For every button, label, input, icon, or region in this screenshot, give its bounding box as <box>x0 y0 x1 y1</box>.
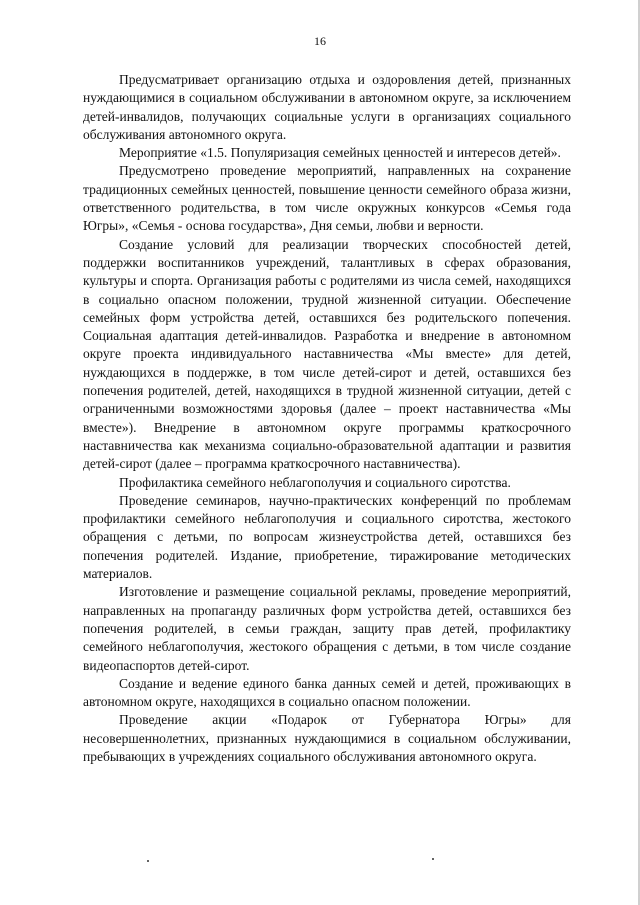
paragraph-social-advertising: Изготовление и размещение социальной рекламы, проведение мероприятий, направленных на пропаганду различных форм устройства детей, оставшихся без попечения родителей, в семьи граждан, защиту прав детей, профилактику семейного неблагополучия, жестокого обращения с детьми, в том числе создание видеопаспортов детей-сирот. <box>83 584 571 673</box>
paragraph-family-values: Предусмотрено проведение мероприятий, направленных на сохранение традиционных семейных ценностей, повышение ценности семейного образа жизни, ответственного родительства, в том числе окружных конкурсов «Семья года Югры», «Семья - основа государства», Дня семьи, любви и верности. <box>83 163 571 234</box>
paragraph-governor-gift: Проведение акции «Подарок от Губернатора Югры» для несовершеннолетних, признанных нуждающимися в социальном обслуживании, пребывающих в учреждениях социального обслуживания автономного округа. <box>83 712 571 764</box>
scan-speck <box>147 860 149 862</box>
scan-speck <box>432 858 434 860</box>
page-number: 16 <box>314 34 326 48</box>
paragraph-data-bank: Создание и ведение единого банка данных семей и детей, проживающих в автономном округе, находящихся в социально опасном положении. <box>83 675 571 710</box>
paragraph-prevention: Профилактика семейного неблагополучия и социального сиротства. <box>119 474 511 490</box>
paragraph-creative-conditions: Создание условий для реализации творческих способностей детей, поддержки воспитанников учреждений, талантливых в сферах образования, культуры и спорта. Организация работы с родителями из числа семей, находящихся в социально опасном положении, трудной жизненной ситуации. Обеспечение семейных форм устройства детей, оставшихся без родительского попечения. Социальная адаптация детей-инвалидов. Разработка и внедрение в автономном округе проекта индивидуального наставничества «Мы вместе» для детей, нуждающихся в поддержке, в том числе детей-сирот и детей, оставшихся без попечения родителей, детей, находящихся в трудной жизненной ситуации, детей с ограниченными возможностями здоровья (далее – проект наставничества «Мы вместе»). Внедрение в автономном округе программы краткосрочного наставничества как механизма социально-образовательной адаптации и развития детей-сирот (далее – программа краткосрочного наставничества). <box>83 236 571 472</box>
document-body <box>83 71 571 766</box>
paragraph-seminars: Проведение семинаров, научно-практических конференций по проблемам профилактики семейного неблагополучия и социального сиротства, жестокого обращения с детьми, по вопросам жизнеустройства детей, оставшихся без попечения родителей. Издание, приобретение, тиражирование методических материалов. <box>83 492 571 582</box>
paragraph-recreation: Предусматривает организацию отдыха и оздоровления детей, признанных нуждающимися в социальном обслуживании в автономном округе, за исключением детей-инвалидов, получающих социальные услуги в организациях социального обслуживания автономного округа. <box>83 72 571 142</box>
paragraph-measure-heading: Мероприятие «1.5. Популяризация семейных ценностей и интересов детей». <box>119 145 561 161</box>
